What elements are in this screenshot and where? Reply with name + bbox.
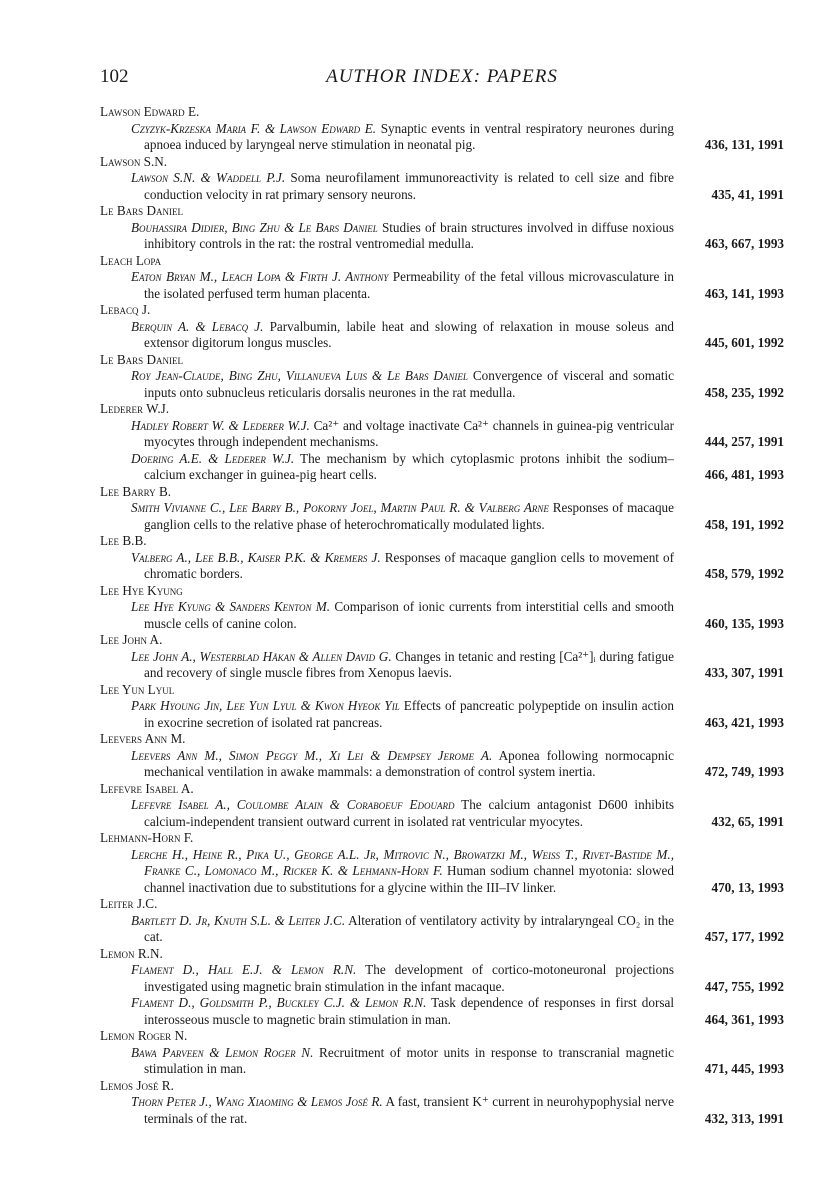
paper-reference <box>131 319 784 352</box>
index-entry <box>100 896 784 946</box>
paper-authors: Berquin A. & Lebacq J. <box>131 318 264 334</box>
paper-reference <box>131 269 784 302</box>
paper-authors: Lee John A., Westerblad Håkan & Allen David G. <box>131 648 392 664</box>
paper-authors: Leevers Ann M., Simon Peggy M., Xi Lei & Dempsey Jerome A. <box>131 747 493 763</box>
index-entry <box>100 1078 784 1128</box>
paper-citation: 435, 41, 1991 <box>711 186 784 202</box>
paper-authors: Park Hyoung Jin, Lee Yun Lyul & Kwon Hyeok Yil <box>131 698 400 713</box>
paper-title: Soma neurofilament immunoreactivity is related to cell size and fibre conduction velocity in rat primary sensory neurons. <box>144 170 675 202</box>
paper-authors: Lee Hye Kyung & Sanders Kenton M. <box>131 599 331 614</box>
author-index-list <box>100 104 784 1127</box>
index-author-heading: Lemos José R. <box>100 1077 174 1093</box>
paper-title: The mechanism by which cytoplasmic protons inhibit the sodium–calcium exchanger in guinea-pig heart cells. <box>144 450 674 482</box>
index-entry <box>100 401 784 484</box>
paper-reference <box>131 962 784 995</box>
paper-authors: Hadley Robert W. & Lederer W.J. <box>131 417 310 433</box>
paper-citation: 458, 235, 1992 <box>704 384 784 400</box>
index-entry <box>100 632 784 682</box>
index-author-heading: Lehmann-Horn F. <box>100 830 194 845</box>
paper-reference <box>131 170 784 203</box>
index-author-heading: Lemon Roger N. <box>100 1028 188 1043</box>
paper-authors: Lerche H., Heine R., Pika U., George A.L. Jr, Mitrovic N., Browatzki M., Weiß T., Rivet-Bastide M., Franke C., Lomonaco M., Ricker K. & Lehmann-Horn F. <box>131 846 674 878</box>
paper-citation: 471, 445, 1993 <box>704 1061 784 1076</box>
index-entry <box>100 682 784 732</box>
paper-authors: Bawa Parveen & Lemon Roger N. <box>131 1044 314 1060</box>
paper-authors: Czyzyk-Krzeska Maria F. & Lawson Edward E. <box>131 120 377 136</box>
index-author-heading: Lebacq J. <box>100 302 151 317</box>
running-title: AUTHOR INDEX: PAPERS <box>326 66 558 87</box>
index-entry <box>100 203 784 253</box>
paper-authors: Bartlett D. Jr, Knuth S.L. & Leiter J.C. <box>131 912 346 928</box>
paper-title: Effects of pancreatic polypeptide on insulin action in exocrine secretion of isolated rat pancreas. <box>144 698 674 730</box>
paper-title: Studies of brain structures involved in diffuse noxious inhibitory controls in the rat: the rostral ventromedial medulla. <box>144 219 675 251</box>
paper-reference <box>131 451 784 484</box>
index-author-heading: Leevers Ann M. <box>100 731 186 746</box>
page-header <box>100 66 784 94</box>
paper-title: Recruitment of motor units in response to transcranial magnetic stimulation in man. <box>144 1044 674 1076</box>
index-author-heading: Lefevre Isabel A. <box>100 780 194 796</box>
index-entry <box>100 533 784 583</box>
paper-citation: 470, 13, 1993 <box>711 879 784 895</box>
paper-title: Permeability of the fetal villous microvasculature in the isolated perfused term human placenta. <box>144 269 674 301</box>
paper-title: The calcium antagonist D600 inhibits calcium-independent transient outward current in isolated rat ventricular myocytes. <box>144 797 675 829</box>
paper-reference <box>131 1045 784 1078</box>
paper-reference <box>131 748 784 781</box>
paper-authors: Lawson S.N. & Waddell P.J. <box>131 170 286 185</box>
paper-reference <box>131 368 784 401</box>
paper-citation: 458, 579, 1992 <box>704 566 784 581</box>
paper-citation: 445, 601, 1992 <box>704 335 784 350</box>
index-entry <box>100 781 784 831</box>
paper-title: Aponea following normocapnic mechanical ventilation in awake mammals: a demonstration of control system inertia. <box>144 747 674 779</box>
index-author-heading: Le Bars Daniel <box>100 351 183 367</box>
paper-title: Convergence of visceral and somatic inputs onto subnucleus reticularis dorsalis neurones in the rat medulla. <box>144 368 675 400</box>
index-entry <box>100 154 784 204</box>
paper-citation: 444, 257, 1991 <box>704 434 784 449</box>
index-author-heading: Lederer W.J. <box>100 401 170 416</box>
index-entry <box>100 583 784 633</box>
paper-reference <box>131 797 784 830</box>
index-entry <box>100 253 784 303</box>
paper-citation: 466, 481, 1993 <box>704 467 784 482</box>
index-author-heading: Lee Barry B. <box>100 483 172 499</box>
paper-title: A fast, transient K⁺ current in neurohypophysial nerve terminals of the rat. <box>144 1094 675 1126</box>
paper-reference <box>131 847 784 897</box>
paper-citation: 436, 131, 1991 <box>704 137 784 152</box>
index-author-heading: Leach Lopa <box>100 252 162 268</box>
index-entry <box>100 830 784 896</box>
paper-authors: Bouhassira Didier, Bing Zhu & Le Bars Daniel <box>131 219 378 235</box>
paper-authors: Flament D., Goldsmith P., Buckley C.J. & Lemon R.N. <box>131 995 427 1010</box>
paper-reference <box>131 1094 784 1127</box>
paper-citation: 432, 313, 1991 <box>704 1110 784 1126</box>
paper-authors: Smith Vivianne C., Lee Barry B., Pokorny Joel, Martin Paul R. & Valberg Arne <box>131 500 549 515</box>
paper-authors: Doering A.E. & Lederer W.J. <box>131 450 295 466</box>
index-entry <box>100 352 784 402</box>
index-author-heading: Lawson Edward E. <box>100 104 200 119</box>
paper-title: Alteration of ventilatory activity by intralaryngeal CO₂ in the cat. <box>144 912 674 944</box>
index-entry <box>100 1028 784 1078</box>
paper-authors: Thorn Peter J., Wang Xiaoming & Lemos José R. <box>131 1094 383 1109</box>
paper-citation: 447, 755, 1992 <box>704 978 784 994</box>
page-number: 102 <box>100 66 129 87</box>
index-author-heading: Lawson S.N. <box>100 153 168 169</box>
paper-citation: 457, 177, 1992 <box>704 929 784 944</box>
paper-title: The development of cortico-motoneuronal projections investigated using magnetic brain stimulation in the infant macaque. <box>144 962 674 994</box>
paper-citation: 463, 421, 1993 <box>704 714 784 730</box>
paper-title: Parvalbumin, labile heat and slowing of relaxation in mouse soleus and extensor digitorum longus muscles. <box>144 318 675 350</box>
paper-title: Task dependence of responses in first dorsal interosseous muscle to magnetic brain stimulation in man. <box>144 995 675 1027</box>
index-author-heading: Lee Hye Kyung <box>100 582 183 598</box>
paper-reference <box>131 220 784 253</box>
paper-authors: Roy Jean-Claude, Bing Zhu, Villanueva Luis & Le Bars Daniel <box>131 368 468 383</box>
paper-title: Human sodium channel myotonia: slowed channel inactivation due to substitutions for a glycine within the III–IV linker. <box>144 863 675 895</box>
paper-reference <box>131 995 784 1028</box>
paper-citation: 463, 667, 1993 <box>704 236 784 251</box>
paper-title: Synaptic events in ventral respiratory neurones during apnoea induced by laryngeal nerve stimulation in neonatal pig. <box>144 120 674 152</box>
paper-authors: Lefevre Isabel A., Coulombe Alain & Coraboeuf Edouard <box>131 797 455 812</box>
paper-title: Ca²⁺ and voltage inactivate Ca²⁺ channels in guinea-pig ventricular myocytes through independent mechanisms. <box>144 417 674 449</box>
paper-citation: 460, 135, 1993 <box>704 615 784 631</box>
index-entry <box>100 946 784 1029</box>
paper-reference <box>131 418 784 451</box>
paper-reference <box>131 913 784 946</box>
paper-citation: 432, 65, 1991 <box>711 813 784 829</box>
index-entry <box>100 104 784 154</box>
index-entry <box>100 302 784 352</box>
paper-citation: 433, 307, 1991 <box>704 665 784 680</box>
index-author-heading: Leiter J.C. <box>100 896 158 911</box>
paper-title: Comparison of ionic currents from interstitial cells and smooth muscle cells of canine colon. <box>144 599 674 631</box>
index-author-heading: Le Bars Daniel <box>100 203 183 218</box>
paper-authors: Eaton Bryan M., Leach Lopa & Firth J. Anthony <box>131 269 389 284</box>
index-author-heading: Lemon R.N. <box>100 945 163 961</box>
paper-reference <box>131 599 784 632</box>
index-author-heading: Lee B.B. <box>100 533 147 548</box>
paper-citation: 472, 749, 1993 <box>704 764 784 779</box>
index-entry <box>100 484 784 534</box>
paper-reference <box>131 698 784 731</box>
index-author-heading: Lee John A. <box>100 632 163 647</box>
paper-reference <box>131 649 784 682</box>
paper-citation: 463, 141, 1993 <box>704 285 784 301</box>
paper-title: Changes in tetanic and resting [Ca²⁺]ᵢ during fatigue and recovery of single muscle fibres from Xenopus laevis. <box>144 648 675 680</box>
paper-authors: Flament D., Hall E.J. & Lemon R.N. <box>131 962 357 977</box>
paper-reference <box>131 500 784 533</box>
paper-reference <box>131 550 784 583</box>
index-entry <box>100 731 784 781</box>
paper-authors: Valberg A., Lee B.B., Kaiser P.K. & Kremers J. <box>131 549 381 565</box>
paper-title: Responses of macaque ganglion cells to movement of chromatic borders. <box>144 549 675 581</box>
paper-citation: 464, 361, 1993 <box>704 1011 784 1027</box>
index-author-heading: Lee Yun Lyul <box>100 681 175 697</box>
paper-reference <box>131 121 784 154</box>
paper-title: Responses of macaque ganglion cells to the relative phase of heterochromatically modulated lights. <box>144 500 675 532</box>
paper-citation: 458, 191, 1992 <box>704 516 784 532</box>
